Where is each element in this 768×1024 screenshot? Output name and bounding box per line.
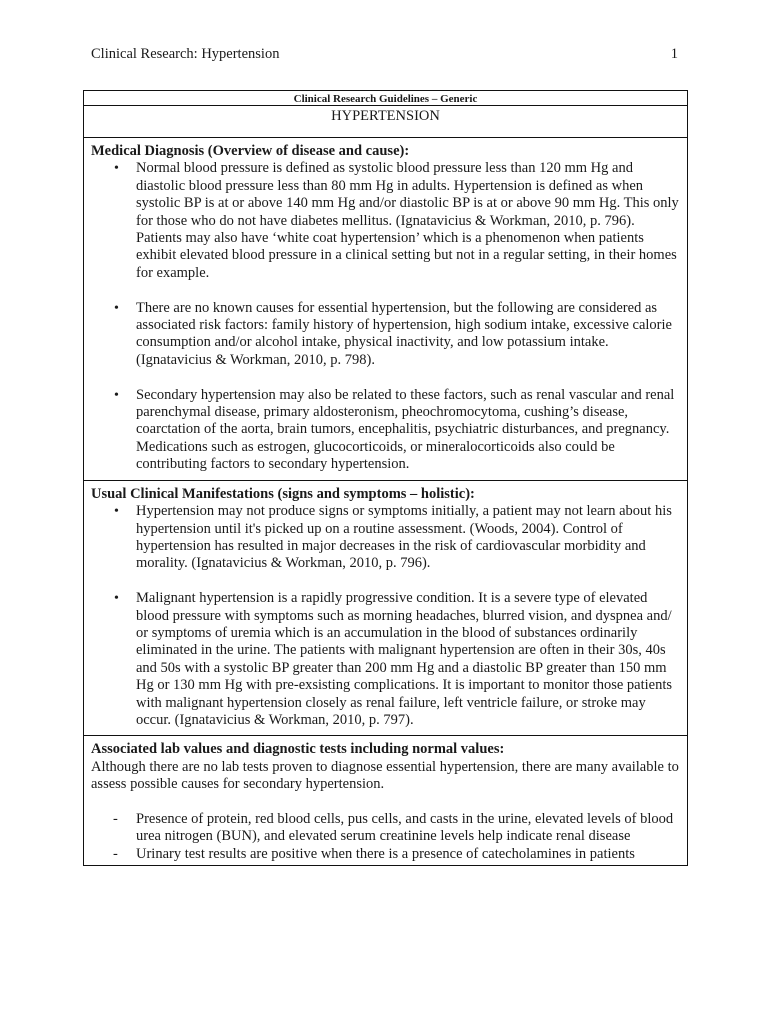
manifestations-section bbox=[84, 481, 687, 737]
list-item bbox=[91, 160, 679, 282]
list-item-text: Hypertension may not produce signs or symptoms initially, a patient may not learn about his hypertension until it's picked up on a routine assessment. (Woods, 2004). Control of hypertension has resulted in major decreases in the risk of cardiovascular morbidity and morality. (Ignatavicius & Workman, 2010, p. 796). bbox=[136, 503, 672, 572]
list-item-text: Urinary test results are positive when there is a presence of catecholamines in patients bbox=[136, 845, 635, 862]
lab-list bbox=[91, 811, 679, 863]
dash-icon: - bbox=[113, 810, 118, 827]
lab-intro: Although there are no lab tests proven to diagnose essential hypertension, there are many available to assess possible causes for secondary hypertension. bbox=[91, 758, 679, 793]
bullet-icon: • bbox=[114, 300, 119, 316]
manifestations-heading: Usual Clinical Manifestations (signs and symptoms – holistic): bbox=[91, 485, 475, 502]
manifestations-list bbox=[91, 503, 679, 729]
bullet-icon: • bbox=[114, 504, 119, 520]
table-title: Clinical Research Guidelines – Generic bbox=[84, 91, 687, 106]
bullet-icon: • bbox=[114, 591, 119, 607]
list-item bbox=[91, 387, 679, 474]
diagnosis-heading: Medical Diagnosis (Overview of disease and cause): bbox=[91, 143, 410, 159]
list-item-text: Malignant hypertension is a rapidly progressive condition. It is a severe type of elevated blood pressure with symptoms such as morning headaches, blurred vision, and dyspnea and/ or symptoms of uremia which is an accumulation in the blood of substances ordinarily eliminated in the urine. The patients with malignant hypertension are often in their 30s, 40s and 50s with a systolic BP greater than 200 mm Hg and a diastolic BP greater than 150 mm Hg or 130 mm Hg with pre-exsisting complications. It is important to monitor those patients with malignant hypertension closely as renal failure, left ventricle failure, or stroke may occur. (Ignatavicius & Workman, 2010, p. 797). bbox=[136, 590, 673, 728]
running-header bbox=[91, 44, 683, 64]
diagnosis-list bbox=[91, 160, 679, 473]
diagnosis-section bbox=[84, 138, 687, 481]
list-item bbox=[91, 811, 679, 846]
list-item bbox=[91, 300, 679, 370]
page-number: 1 bbox=[670, 46, 678, 62]
list-item-text: There are no known causes for essential hypertension, but the following are considered as associated risk factors: family history of hypertension, high sodium intake, excessive calorie consumption and/or alcohol intake, physical inactivity, and low potassium intake. (Ignatavicius & Workman, 2010, p. 798). bbox=[136, 299, 672, 368]
bullet-icon: • bbox=[114, 161, 119, 177]
bullet-icon: • bbox=[114, 387, 119, 403]
list-item-text: Normal blood pressure is defined as systolic blood pressure less than 120 mm Hg and diastolic blood pressure less than 80 mm Hg in adults. Hypertension is defined as when systolic BP is at or above 140 mm Hg and/or diastolic BP is at or above 90 mm Hg. This only for those who do not have diabetes mellitus. (Ignatavicius & Workman, 2010, p. 796). Patients may also have ‘white coat hypertension’ which is a phenomenon when patients exhibit elevated blood pressure in a clinical setting but not in a regular setting, in their homes for example. bbox=[136, 160, 679, 281]
running-title: Clinical Research: Hypertension bbox=[91, 46, 280, 62]
list-item-text: Presence of protein, red blood cells, pus cells, and casts in the urine, elevated levels of blood urea nitrogen (BUN), and elevated serum creatinine levels help indicate renal disease bbox=[136, 810, 674, 845]
lab-heading: Associated lab values and diagnostic tests including normal values: bbox=[91, 741, 505, 758]
list-item bbox=[91, 846, 679, 863]
list-item bbox=[91, 590, 679, 729]
table-heading: HYPERTENSION bbox=[84, 106, 687, 138]
list-item-text: Secondary hypertension may also be related to these factors, such as renal vascular and renal parenchymal disease, primary aldosteronism, pheochromocytoma, cushing’s disease, coarctation of the aorta, brain tumors, encephalitis, psychiatric disturbances, and pregnancy. Medications such as estrogen, glucocorticoids, or mineralocorticoids also could be contributing factors to secondary hypertension. bbox=[136, 386, 675, 473]
dash-icon: - bbox=[113, 845, 118, 862]
lab-section bbox=[84, 736, 687, 866]
guidelines-table bbox=[83, 90, 688, 866]
list-item bbox=[91, 503, 679, 573]
